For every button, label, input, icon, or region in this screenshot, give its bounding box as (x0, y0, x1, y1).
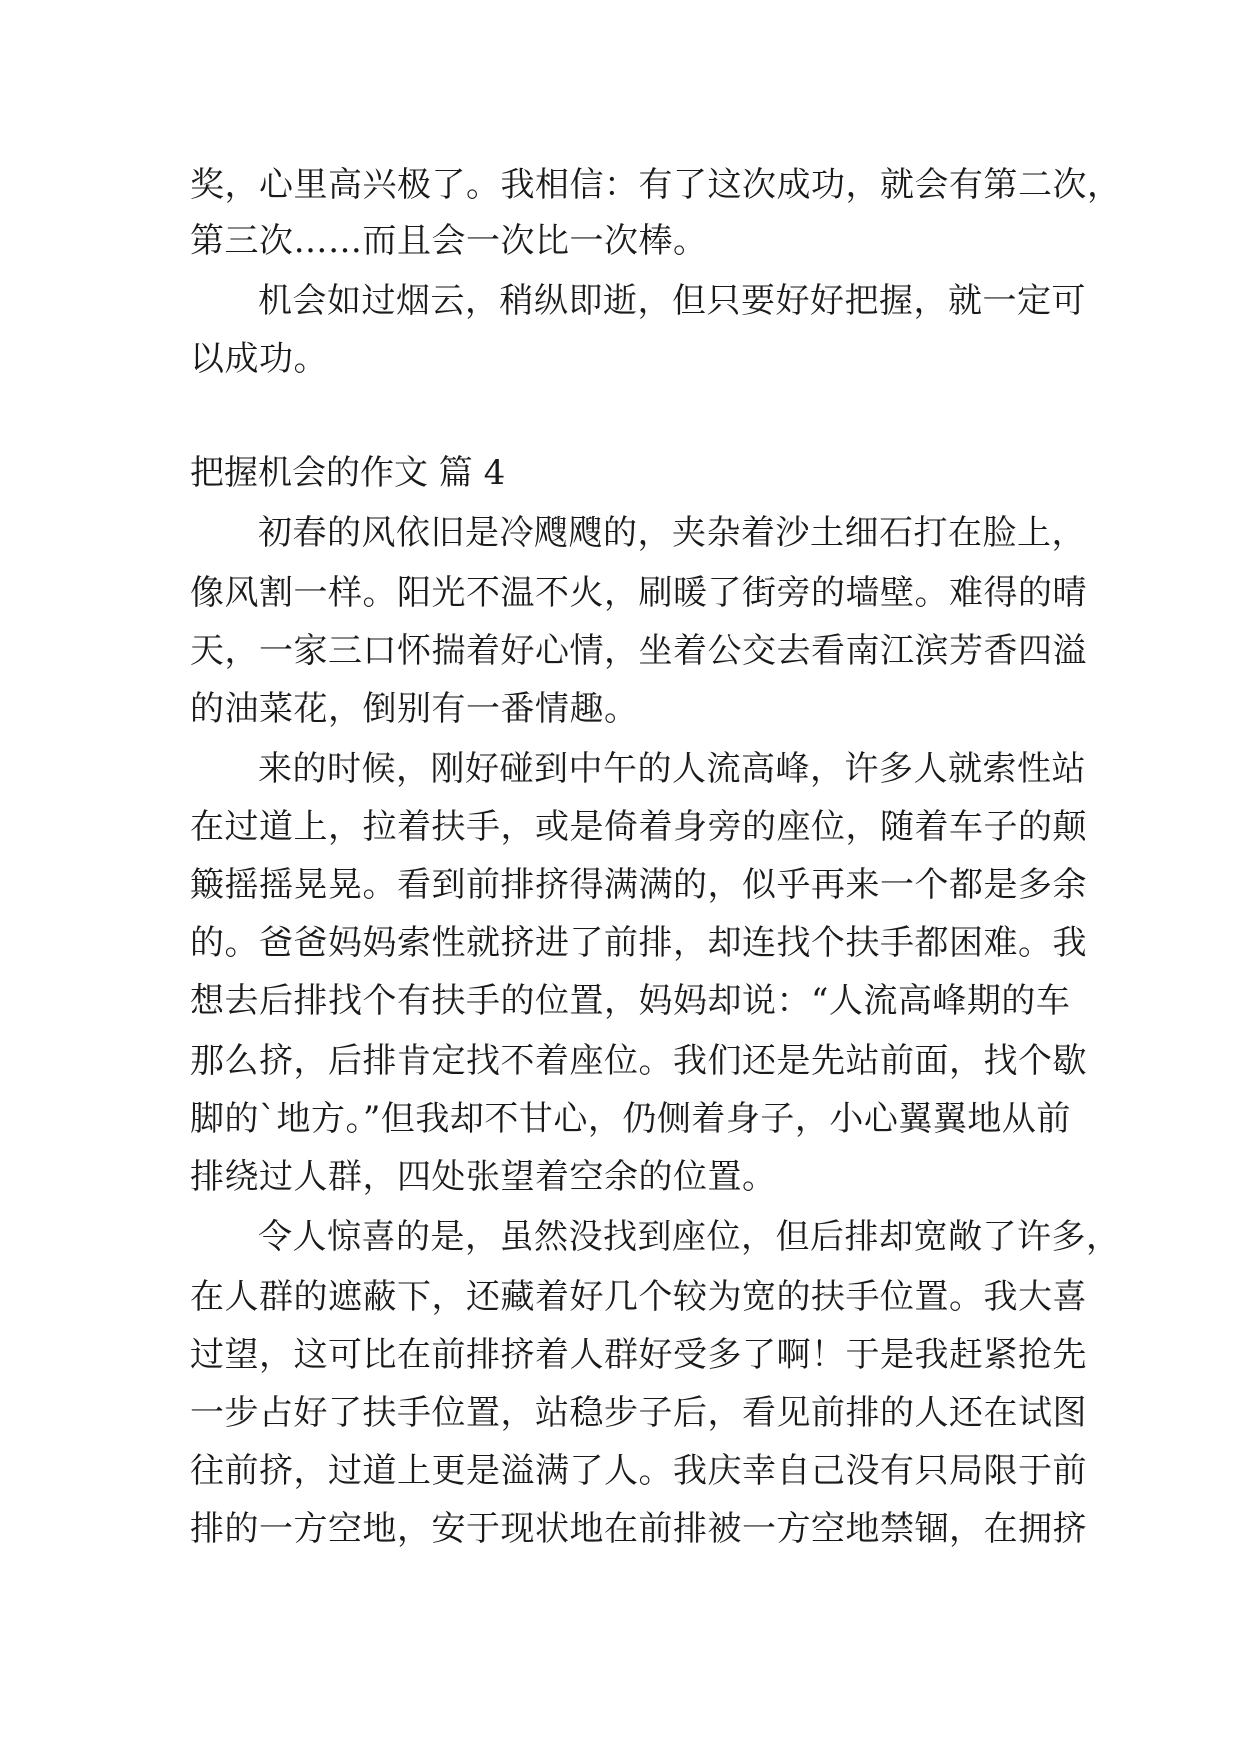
text-line: 奖，心里高兴极了。我相信：有了这次成功，就会有第二次， (190, 165, 1122, 205)
text-line: 第三次……而且会一次比一次棒。 (190, 221, 708, 261)
text-line: 令人惊喜的是，虽然没找到座位，但后排却宽敞了许多， (258, 1217, 1121, 1257)
text-line: 天，一家三口怀揣着好心情，坐着公交去看南江滨芳香四溢 (190, 631, 1087, 671)
text-line: 的。爸爸妈妈索性就挤进了前排，却连找个扶手都困难。我 (190, 923, 1087, 963)
text-line: 在过道上，拉着扶手，或是倚着身旁的座位，随着车子的颠 (190, 807, 1087, 847)
text-line: 排的一方空地，安于现状地在前排被一方空地禁锢，在拥挤 (190, 1509, 1087, 1549)
text-line: 的油菜花，倒别有一番情趣。 (190, 689, 639, 729)
text-line: 初春的风依旧是冷飕飕的，夹杂着沙土细石打在脸上， (258, 513, 1086, 553)
text-line: 想去后排找个有扶手的位置，妈妈却说：“人流高峰期的车 (190, 981, 1071, 1021)
text-line: 过望，这可比在前排挤着人群好受多了啊！于是我赶紧抢先 (190, 1335, 1087, 1375)
text-line: 那么挤，后排肯定找不着座位。我们还是先站前面，找个歇 (190, 1041, 1087, 1081)
text-line: 簸摇摇晃晃。看到前排挤得满满的，似乎再来一个都是多余 (190, 865, 1087, 905)
text-line: 脚的`地方。”但我却不甘心，仍侧着身子，小心翼翼地从前 (190, 1099, 1071, 1139)
text-line: 像风割一样。阳光不温不火，刷暖了街旁的墙壁。难得的晴 (190, 573, 1087, 613)
text-line: 以成功。 (190, 339, 328, 379)
text-line: 一步占好了扶手位置，站稳步子后，看见前排的人还在试图 (190, 1393, 1087, 1433)
text-line: 往前挤，过道上更是溢满了人。我庆幸自己没有只局限于前 (190, 1451, 1087, 1491)
text-line: 排绕过人群，四处张望着空余的位置。 (190, 1157, 777, 1197)
section-heading: 把握机会的作文 篇 4 (190, 453, 506, 493)
text-line: 在人群的遮蔽下，还藏着好几个较为宽的扶手位置。我大喜 (190, 1277, 1087, 1317)
text-line: 来的时候，刚好碰到中午的人流高峰，许多人就索性站 (258, 749, 1086, 789)
text-line: 机会如过烟云，稍纵即逝，但只要好好把握，就一定可 (258, 281, 1086, 321)
